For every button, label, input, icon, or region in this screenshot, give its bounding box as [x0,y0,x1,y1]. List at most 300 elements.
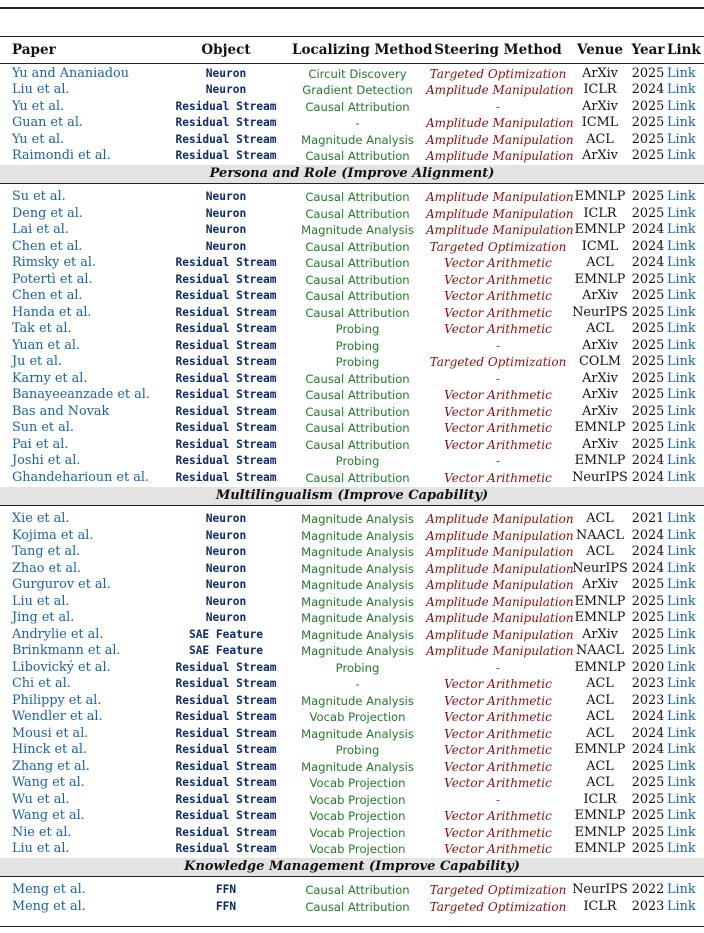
venue-cell: NAACL [576,527,624,543]
table-row [0,627,704,644]
paper-cell: Liu et al. [12,841,70,857]
paper-cell: Yu et al. [12,98,65,114]
object-cell: Residual Stream [175,272,277,286]
year-cell: 2024 [631,453,665,469]
venue-cell: EMNLP [574,742,626,758]
link[interactable]: Link [667,403,696,419]
section-header [0,165,704,184]
venue-cell: ArXiv [582,288,618,304]
steering-method-cell: Vector Arithmetic [444,825,552,840]
localizing-method-cell: Causal Attribution [305,239,410,254]
venue-cell: ICLR [583,898,617,914]
steering-method-cell: Amplitude Manipulation [426,594,574,609]
paper-cell: Bas and Novak [12,403,110,419]
link[interactable]: Link [667,824,696,840]
table-top-rule [0,7,704,9]
table-row [0,288,704,305]
link[interactable]: Link [667,65,696,81]
localizing-method-cell: Vocab Projection [309,792,406,807]
table-row [0,189,704,206]
localizing-method-cell: - [355,116,360,130]
year-cell: 2025 [631,205,665,221]
table-row [0,882,704,899]
object-cell: SAE Feature [188,627,264,641]
paper-cell: Jing et al. [12,610,75,626]
link[interactable]: Link [667,354,696,370]
localizing-method-cell: Magnitude Analysis [301,594,414,609]
localizing-method-cell: Vocab Projection [309,842,406,857]
link[interactable]: Link [667,420,696,436]
venue-cell: ACL [586,131,614,147]
link[interactable]: Link [667,205,696,221]
localizing-method-cell: Causal Attribution [305,404,410,419]
year-cell: 2025 [631,841,665,857]
object-cell: Neuron [205,528,247,542]
table-row [0,338,704,355]
link[interactable]: Link [667,436,696,452]
link[interactable]: Link [667,304,696,320]
object-cell: Neuron [205,206,247,220]
object-cell: Residual Stream [175,338,277,352]
paper-cell: Gurgurov et al. [12,577,111,593]
table-row [0,321,704,338]
year-cell: 2025 [631,65,665,81]
object-cell: Neuron [205,545,247,559]
object-cell: Residual Stream [175,710,277,724]
table-row [0,404,704,421]
link[interactable]: Link [667,98,696,114]
venue-cell: NAACL [576,643,624,659]
table-row [0,420,704,437]
object-cell: FFN [215,883,237,897]
link[interactable]: Link [667,82,696,97]
paper-cell: Lai et al. [12,222,69,238]
year-cell: 2025 [631,791,665,807]
paper-cell: Liu et al. [12,593,70,609]
paper-cell: Meng et al. [12,898,86,914]
venue-cell: ACL [586,709,614,725]
table-row [0,841,704,858]
table-row [0,354,704,371]
link[interactable]: Link [667,758,696,774]
paper-cell: Chen et al. [12,238,83,254]
table-row [0,272,704,289]
venue-cell: ACL [586,676,614,692]
object-cell: Residual Stream [175,116,277,129]
header-object: Object [201,42,251,58]
localizing-method-cell: Probing [335,355,380,370]
object-cell: Residual Stream [175,792,277,806]
localizing-method-cell: Magnitude Analysis [301,223,414,238]
link[interactable]: Link [667,453,696,469]
table-row [0,561,704,578]
paper-cell: Yuan et al. [12,337,81,353]
link[interactable]: Link [667,577,696,593]
link[interactable]: Link [667,131,696,147]
localizing-method-cell: Magnitude Analysis [301,512,414,527]
localizing-method-cell: Magnitude Analysis [301,759,414,774]
object-cell: Residual Stream [175,388,277,402]
venue-cell: ArXiv [582,370,618,386]
localizing-method-cell: Causal Attribution [305,190,410,205]
venue-cell: ArXiv [582,387,618,403]
link[interactable]: Link [667,898,696,914]
steering-method-cell: Targeted Optimization [429,899,567,914]
object-cell: Residual Stream [175,421,277,435]
link[interactable]: Link [667,775,696,791]
object-cell: Residual Stream [175,693,277,707]
table-row [0,511,704,528]
object-cell: Residual Stream [175,809,277,823]
paper-cell: Tang et al. [12,544,81,560]
year-cell: 2025 [631,436,665,452]
venue-cell: ICLR [583,205,617,221]
table-row [0,726,704,743]
section-header [0,858,704,877]
localizing-method-cell: Probing [335,454,380,469]
link[interactable]: Link [667,222,696,238]
link[interactable]: Link [667,593,696,609]
link[interactable]: Link [667,511,696,527]
table-bottom-rule [0,926,704,927]
table-row [0,255,704,272]
localizing-method-cell: Vocab Projection [309,776,406,791]
paper-cell: Banayeeanzade et al. [12,387,150,403]
object-cell: FFN [215,899,237,913]
object-cell: Residual Stream [175,256,277,270]
year-cell: 2024 [631,544,665,560]
year-cell: 2025 [631,354,665,370]
year-cell: 2021 [631,511,665,527]
link[interactable]: Link [667,238,696,254]
steering-method-cell: Amplitude Manipulation [426,149,574,163]
paper-cell: Wang et al. [12,808,85,824]
localizing-method-cell: Magnitude Analysis [301,528,414,543]
venue-cell: ACL [586,775,614,791]
venue-cell: EMNLP [574,808,626,824]
paper-cell: Sun et al. [12,420,74,436]
venue-cell: EMNLP [574,271,626,287]
steering-method-cell: Amplitude Manipulation [426,83,574,97]
link[interactable]: Link [667,527,696,543]
link[interactable]: Link [667,742,696,758]
year-cell: 2023 [631,676,665,692]
table-row [0,239,704,256]
link[interactable]: Link [667,882,696,898]
steering-method-cell: Amplitude Manipulation [426,578,574,593]
object-cell: Residual Stream [175,776,277,790]
table-row [0,437,704,454]
paper-cell: Ghandeharioun et al. [12,469,150,485]
steering-method-cell: Vector Arithmetic [444,842,552,857]
section-title: Knowledge Management (Improve Capability) [184,859,520,875]
venue-cell: EMNLP [574,659,626,675]
steering-method-cell: Amplitude Manipulation [426,223,574,238]
steering-method-cell: - [495,660,501,675]
localizing-method-cell: Magnitude Analysis [301,627,414,642]
object-cell: Residual Stream [175,305,277,319]
localizing-method-cell: Magnitude Analysis [301,644,414,659]
link[interactable]: Link [667,337,696,353]
localizing-method-cell: Causal Attribution [305,437,410,452]
table-row [0,470,704,487]
venue-cell: ACL [586,692,614,708]
localizing-method-cell: Magnitude Analysis [301,545,414,560]
localizing-method-cell: Probing [335,338,380,353]
localizing-method-cell: Causal Attribution [305,149,410,163]
localizing-method-cell: Causal Attribution [305,206,410,221]
paper-cell: Wu et al. [12,791,70,807]
object-cell: Residual Stream [175,149,277,162]
table-row [0,577,704,594]
section-title: Persona and Role (Improve Alignment) [209,166,495,181]
header-paper: Paper [12,42,56,58]
steering-method-cell: Vector Arithmetic [444,404,552,419]
steering-method-cell: Vector Arithmetic [444,470,552,485]
venue-cell: NeurIPS [572,882,628,898]
steering-method-cell: Amplitude Manipulation [426,116,574,130]
venue-cell: NeurIPS [572,469,628,485]
paper-cell: Deng et al. [12,205,83,221]
table-row [0,66,704,83]
year-cell: 2024 [631,469,665,485]
object-cell: Residual Stream [175,726,277,740]
link[interactable]: Link [667,387,696,403]
year-cell: 2025 [631,824,665,840]
object-cell: Neuron [205,83,247,96]
year-cell: 2024 [631,222,665,238]
object-cell: Residual Stream [175,842,277,856]
paper-cell: Hinck et al. [12,742,88,758]
venue-cell: EMNLP [574,189,626,205]
table-row [0,676,704,693]
steering-method-cell: Amplitude Manipulation [426,627,574,642]
localizing-method-cell: Causal Attribution [305,899,410,914]
steering-method-cell: Vector Arithmetic [444,272,552,287]
table-row [0,371,704,388]
year-cell: 2025 [631,370,665,386]
year-cell: 2020 [631,659,665,675]
header-top-rule [0,36,704,37]
venue-cell: ArXiv [582,337,618,353]
venue-cell: ACL [586,725,614,741]
year-cell: 2025 [631,115,665,130]
link[interactable]: Link [667,610,696,626]
venue-cell: ArXiv [582,626,618,642]
venue-cell: ICML [581,238,619,254]
paper-cell: Meng et al. [12,882,86,898]
table-row [0,305,704,322]
object-cell: Residual Stream [175,132,277,146]
year-cell: 2025 [631,337,665,353]
link[interactable]: Link [667,676,696,692]
object-cell: Neuron [205,578,247,592]
link[interactable]: Link [667,808,696,824]
paper-cell: Joshi et al. [12,453,81,469]
link[interactable]: Link [667,544,696,560]
link[interactable]: Link [667,148,696,163]
venue-cell: ArXiv [582,148,618,163]
link[interactable]: Link [667,841,696,857]
paper-cell: Kojima et al. [12,527,94,543]
year-cell: 2025 [631,758,665,774]
localizing-method-cell: Circuit Discovery [308,66,407,81]
year-cell: 2024 [631,725,665,741]
link[interactable]: Link [667,288,696,304]
localizing-method-cell: Causal Attribution [305,305,410,320]
object-cell: Residual Stream [175,289,277,303]
header-localizing-method: Localizing Method [292,42,433,58]
venue-cell: ICLR [583,82,617,97]
localizing-method-cell: Probing [335,743,380,758]
localizing-method-cell: Magnitude Analysis [301,726,414,741]
venue-cell: EMNLP [574,841,626,857]
localizing-method-cell: Causal Attribution [305,371,410,386]
steering-method-cell: Vector Arithmetic [444,421,552,436]
venue-cell: ACL [586,511,614,527]
year-cell: 2025 [631,387,665,403]
paper-cell: Xie et al. [12,511,70,527]
steering-method-cell: - [495,371,501,386]
object-cell: Residual Stream [175,371,277,385]
table-row [0,594,704,611]
localizing-method-cell: Magnitude Analysis [301,693,414,708]
localizing-method-cell: Causal Attribution [305,388,410,403]
year-cell: 2024 [631,709,665,725]
table-row [0,453,704,470]
year-cell: 2023 [631,692,665,708]
link[interactable]: Link [667,643,696,659]
year-cell: 2023 [631,898,665,914]
steering-method-cell: Targeted Optimization [429,66,567,81]
localizing-method-cell: Magnitude Analysis [301,578,414,593]
table-row [0,660,704,677]
paper-cell: Zhang et al. [12,758,90,774]
year-cell: 2025 [631,420,665,436]
localizing-method-cell: Magnitude Analysis [301,132,414,147]
header-year: Year [631,42,665,58]
steering-method-cell: Vector Arithmetic [444,437,552,452]
steering-method-cell: Amplitude Manipulation [426,545,574,560]
object-cell: Residual Stream [175,454,277,468]
table-row [0,775,704,792]
year-cell: 2024 [631,560,665,576]
localizing-method-cell: Causal Attribution [305,272,410,287]
paper-cell: Yu et al. [12,131,65,147]
object-cell: Residual Stream [175,355,277,369]
year-cell: 2025 [631,189,665,205]
object-cell: Residual Stream [175,825,277,839]
object-cell: Residual Stream [175,677,277,691]
venue-cell: NeurIPS [572,560,628,576]
object-cell: Residual Stream [175,322,277,336]
localizing-method-cell: - [355,677,360,692]
link[interactable]: Link [667,560,696,576]
link[interactable]: Link [667,692,696,708]
paper-cell: Chi et al. [12,676,71,692]
table-row [0,206,704,223]
steering-method-cell: Vector Arithmetic [444,726,552,741]
header-bottom-rule [0,63,704,64]
link[interactable]: Link [667,791,696,807]
table-row [0,899,704,916]
link[interactable]: Link [667,469,696,485]
steering-method-cell: Amplitude Manipulation [426,512,574,527]
link[interactable]: Link [667,709,696,725]
paper-cell: Guan et al. [12,115,83,130]
year-cell: 2025 [631,403,665,419]
table-row [0,759,704,776]
object-cell: Neuron [205,561,247,575]
venue-cell: NeurIPS [572,304,628,320]
link[interactable]: Link [667,725,696,741]
year-cell: 2024 [631,527,665,543]
header-steering-method: Steering Method [434,42,562,58]
year-cell: 2025 [631,775,665,791]
steering-method-cell: Vector Arithmetic [444,809,552,824]
object-cell: Neuron [205,223,247,237]
year-cell: 2024 [631,255,665,271]
venue-cell: ACL [586,255,614,271]
link[interactable]: Link [667,626,696,642]
localizing-method-cell: Vocab Projection [309,809,406,824]
link[interactable]: Link [667,321,696,337]
steering-method-cell: Vector Arithmetic [444,710,552,725]
steering-method-cell: Amplitude Manipulation [426,561,574,576]
steering-method-cell: Amplitude Manipulation [426,644,574,659]
steering-method-cell: Vector Arithmetic [444,256,552,271]
venue-cell: ACL [586,758,614,774]
steering-method-cell: Vector Arithmetic [444,388,552,403]
steering-method-cell: Amplitude Manipulation [426,611,574,626]
venue-cell: EMNLP [574,610,626,626]
link[interactable]: Link [667,115,696,130]
steering-method-cell: - [495,454,501,469]
link[interactable]: Link [667,189,696,205]
object-cell: Residual Stream [175,660,277,674]
link[interactable]: Link [667,271,696,287]
table-row [0,82,704,99]
table-row [0,528,704,545]
link[interactable]: Link [667,659,696,675]
steering-method-cell: - [495,338,501,353]
year-cell: 2025 [631,593,665,609]
paper-cell: Zhao et al. [12,560,82,576]
table-row [0,693,704,710]
paper-cell: Rimsky et al. [12,255,97,271]
localizing-method-cell: Gradient Detection [302,83,413,97]
steering-method-cell: Vector Arithmetic [444,677,552,692]
section-title: Multilingualism (Improve Capability) [215,487,489,503]
localizing-method-cell: Causal Attribution [305,289,410,304]
object-cell: Neuron [205,611,247,625]
localizing-method-cell: Causal Attribution [305,421,410,436]
paper-cell: Philippy et al. [12,692,102,708]
year-cell: 2024 [631,238,665,254]
object-cell: Neuron [205,594,247,608]
venue-cell: ArXiv [582,436,618,452]
year-cell: 2025 [631,288,665,304]
table-row [0,222,704,239]
table-row [0,742,704,759]
localizing-method-cell: Probing [335,322,380,337]
venue-cell: EMNLP [574,453,626,469]
link[interactable]: Link [667,255,696,271]
table-row [0,792,704,809]
link[interactable]: Link [667,370,696,386]
year-cell: 2025 [631,321,665,337]
year-cell: 2025 [631,643,665,659]
